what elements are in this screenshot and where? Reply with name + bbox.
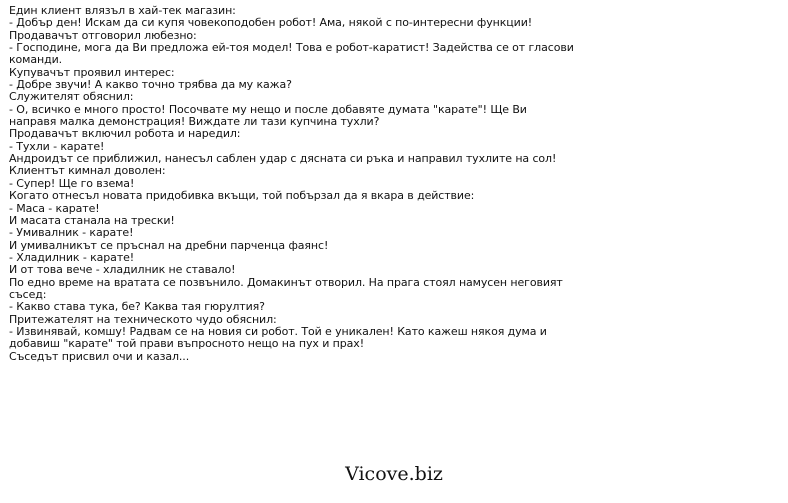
story-line: - Супер! Ще го взема! xyxy=(9,176,135,190)
story-line: Служителят обяснил: xyxy=(9,90,134,104)
story-line: - Добре звучи! А какво точно трябва да му кажа? xyxy=(9,78,292,92)
story-line: Продавачът отговорил любезно: xyxy=(9,28,197,42)
story-line: И от това вече - хладилник не ставало! xyxy=(9,263,236,277)
story-line: - О, всичко е много просто! Посочвате му нещо и после добавяте думата "карате"! Ще Ви направя малка демонстрация! Виждате ли тази купчина тухли? xyxy=(9,102,527,129)
joke-text xyxy=(9,5,574,363)
story-line: - Господине, мога да Ви предложа ей-тоя модел! Това е робот-каратист! Задейства се от гласови команди. xyxy=(9,41,574,67)
story-line: Купувачът проявил интерес: xyxy=(9,65,175,79)
story-line: Притежателят на техническото чудо обяснил: xyxy=(9,312,277,326)
story-line: Андроидът се приближил, нанесъл саблен удар с дясната си ръка и направил тухлите на сол! xyxy=(9,152,557,166)
story-line: И масата станала на трески! xyxy=(9,213,175,227)
story-line: Клиентът кимнал доволен: xyxy=(9,164,166,178)
story-line: По едно време на вратата се позвънило. Домакинът отворил. На прага стоял намусен неговият съсед: xyxy=(9,275,563,301)
site-watermark: Vicove.biz xyxy=(345,463,443,485)
story-line: И умивалникът се пръснал на дребни парченца фаянс! xyxy=(9,238,329,252)
story-line: - Добър ден! Искам да си купя човекоподобен робот! Ама, някой с по-интересни функции! xyxy=(9,16,533,30)
story-line: - Маса - карате! xyxy=(9,201,100,215)
story-line: Един клиент влязъл в хай-тек магазин: xyxy=(9,4,236,17)
story-line: - Хладилник - карате! xyxy=(9,250,135,264)
story-line: - Извинявай, комшу! Радвам се на новия си робот. Той е уникален! Като кажеш някоя дума и добавиш "карате" той прави въпросното нещо на пух и прах! xyxy=(9,324,547,351)
story-line: - Какво става тука, бе? Каква тая гюрултия? xyxy=(9,300,265,314)
story-line: Продавачът включил робота и наредил: xyxy=(9,127,241,141)
story-line: Когато отнесъл новата придобивка вкъщи, той побързал да я вкара в действие: xyxy=(9,189,475,203)
story-line: - Тухли - карате! xyxy=(9,139,105,153)
story-line: Съседът присвил очи и казал... xyxy=(9,349,190,363)
story-line: - Умивалник - карате! xyxy=(9,226,134,240)
